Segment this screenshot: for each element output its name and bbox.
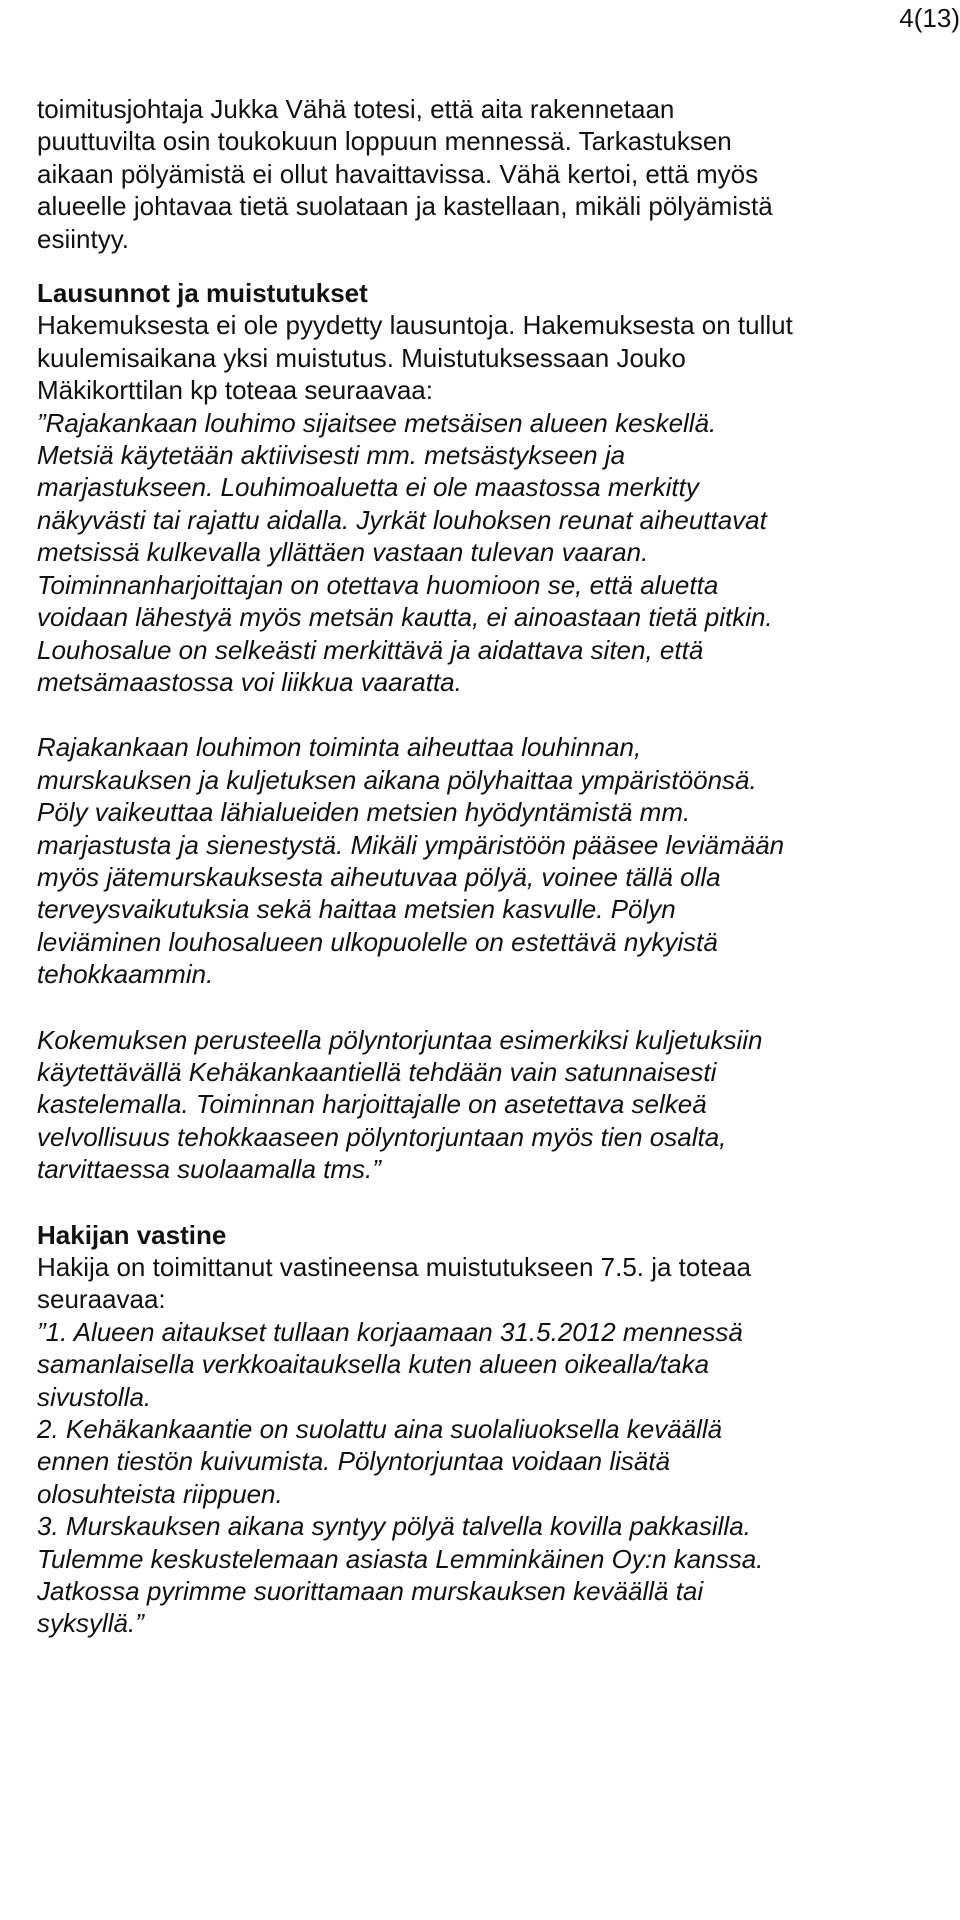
text-line: Pöly vaikeuttaa lähialueiden metsien hyödyntämistä mm.: [37, 797, 691, 828]
text-line: ”1. Alueen aitaukset tullaan korjaamaan 31.5.2012 mennessä: [37, 1316, 743, 1347]
text-line: metsissä kulkevalla yllättäen vastaan tulevan vaaran.: [37, 537, 649, 568]
text-line: voidaan lähestyä myös metsän kautta, ei ainoastaan tietä pitkin.: [37, 602, 773, 633]
text-line: tehokkaammin.: [37, 959, 214, 990]
text-line: ”Rajakankaan louhimo sijaitsee metsäisen alueen keskellä.: [37, 407, 717, 438]
intro-paragraph: [37, 93, 960, 255]
quote-paragraph-1: [37, 407, 960, 699]
text-line: näkyvästi tai rajattu aidalla. Jyrkät louhoksen reunat aiheuttavat: [37, 504, 767, 535]
section-heading-response: Hakijan vastine: [37, 1219, 227, 1250]
page-number: 4(13): [899, 3, 960, 33]
text-line: Jatkossa pyrimme suorittamaan murskauksen keväällä tai: [37, 1576, 704, 1607]
text-line: toimitusjohtaja Jukka Vähä totesi, että aita rakennetaan: [37, 94, 675, 124]
text-line: samanlaisella verkkoaitauksella kuten alueen oikealla/taka: [37, 1349, 710, 1380]
text-line: myös jätemurskauksesta aiheutuvaa pölyä, voinee tällä olla: [37, 861, 721, 892]
text-line: ennen tiestön kuivumista. Pölyntorjuntaa voidaan lisätä: [37, 1446, 671, 1477]
text-line: leviäminen louhosalueen ulkopuolelle on estettävä nykyistä: [37, 926, 718, 957]
text-line: Rajakankaan louhimon toiminta aiheuttaa louhinnan,: [37, 732, 642, 763]
text-line: Metsiä käytetään aktiivisesti mm. metsästykseen ja: [37, 440, 626, 471]
text-line: Hakija on toimittanut vastineensa muistutukseen 7.5. ja toteaa: [37, 1252, 751, 1282]
text-line: käytettävällä Kehäkankaantiellä tehdään vain satunnaisesti: [37, 1056, 717, 1087]
text-line: syksyllä.”: [37, 1608, 144, 1639]
text-line: kuulemisaikana yksi muistutus. Muistutuksessaan Jouko: [37, 342, 686, 373]
text-line: terveysvaikutuksia sekä haittaa metsien kasvulle. Pölyn: [37, 894, 676, 925]
text-line: esiintyy.: [37, 223, 129, 254]
text-line: kastelemalla. Toiminnan harjoittajalle on asetettava selkeä: [37, 1089, 707, 1120]
text-line: olosuhteista riippuen.: [37, 1478, 283, 1509]
text-line: metsämaastossa voi liikkua vaaratta.: [37, 666, 462, 697]
text-line: alueelle johtavaa tietä suolataan ja kastellaan, mikäli pölyämistä: [37, 191, 773, 222]
text-line: Toiminnanharjoittajan on otettava huomioon se, että aluetta: [37, 569, 719, 600]
response-quote: [37, 1316, 960, 1640]
text-line: velvollisuus tehokkaaseen pölyntorjuntaan myös tien osalta,: [37, 1121, 727, 1152]
text-line: Louhosalue on selkeästi merkittävä ja aidattava siten, että: [37, 634, 704, 665]
quote-paragraph-3: [37, 1024, 960, 1186]
text-line: marjastusta ja sienestystä. Mikäli ympäristöön pääsee leviämään: [37, 829, 785, 860]
document-body: [37, 93, 960, 1640]
text-line: tarvittaessa suolaamalla tms.”: [37, 1154, 381, 1185]
text-line: sivustolla.: [37, 1381, 152, 1412]
text-line: murskauksen ja kuljetuksen aikana pölyhaittaa ympäristöönsä.: [37, 764, 757, 795]
statements-paragraph: [37, 309, 960, 406]
text-line: Kokemuksen perusteella pölyntorjuntaa esimerkiksi kuljetuksiin: [37, 1024, 763, 1055]
text-line: puuttuvilta osin toukokuun loppuun mennessä. Tarkastuksen: [37, 126, 732, 157]
text-line: Tulemme keskustelemaan asiasta Lemminkäinen Oy:n kanssa.: [37, 1543, 764, 1574]
response-paragraph: [37, 1251, 960, 1316]
text-line: aikaan pölyämistä ei ollut havaittavissa. Vähä kertoi, että myös: [37, 158, 759, 189]
text-line: seuraavaa:: [37, 1284, 166, 1315]
quote-paragraph-2: [37, 731, 960, 990]
section-heading-statements: Lausunnot ja muistutukset: [37, 278, 368, 309]
text-line: 2. Kehäkankaantie on suolattu aina suolaliuoksella keväällä: [37, 1414, 723, 1445]
text-line: marjastukseen. Louhimoaluetta ei ole maastossa merkitty: [37, 472, 699, 503]
text-line: Mäkikorttilan kp toteaa seuraavaa:: [37, 375, 433, 406]
text-line: Hakemuksesta ei ole pyydetty lausuntoja. Hakemuksesta on tullut: [37, 310, 793, 341]
text-line: 3. Murskauksen aikana syntyy pölyä talvella kovilla pakkasilla.: [37, 1511, 751, 1542]
